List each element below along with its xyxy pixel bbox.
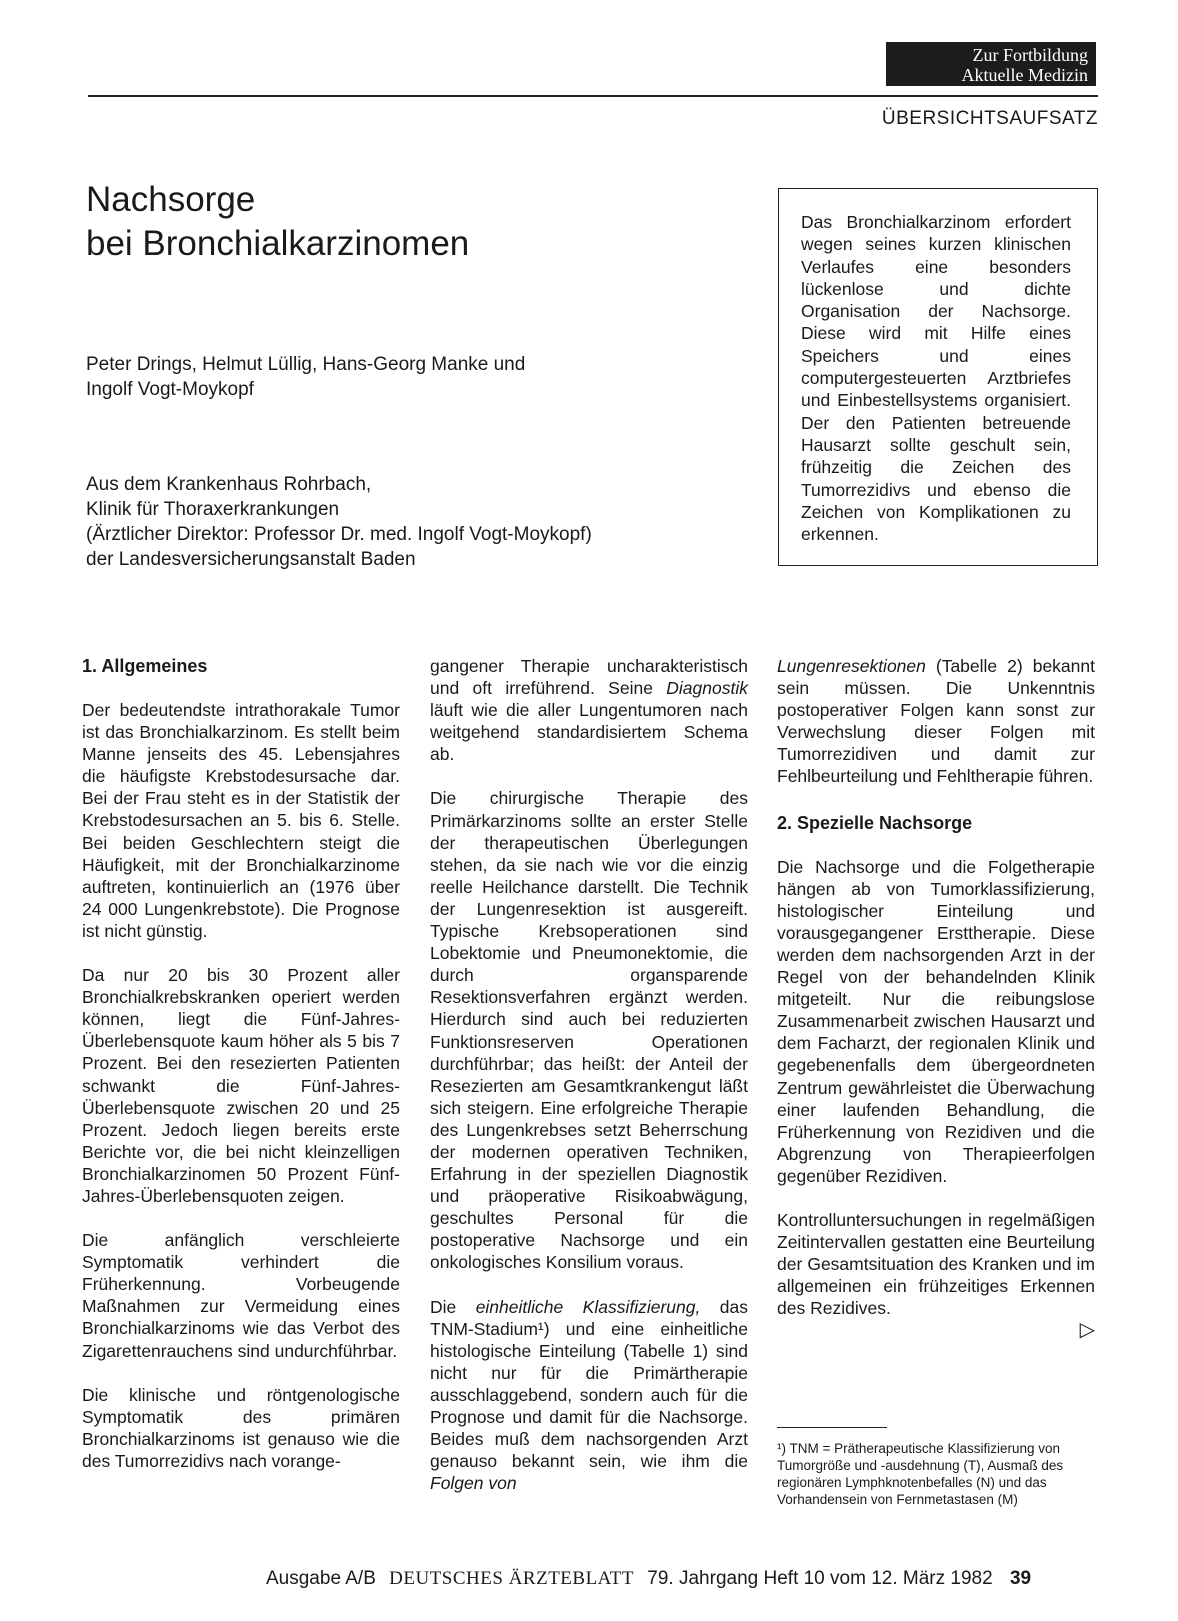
text-run: gangener Therapie uncharakteristisch und oft irreführend. Seine bbox=[430, 656, 748, 699]
footnote: ¹) TNM = Prätherapeutische Klassifizierung von Tumorgröße und -ausdehnung (T), Ausmaß des regionären Lymphknotenbefalles (N) und das Vorhandensein von Fernmetastasen (M) bbox=[777, 1441, 1064, 1507]
emphasis: Folgen von bbox=[430, 1473, 517, 1494]
abstract-box bbox=[778, 188, 1098, 566]
authors bbox=[86, 352, 686, 402]
column-1 bbox=[82, 655, 400, 1494]
emphasis: Lungenresektionen bbox=[777, 656, 926, 676]
paragraph: Die klinische und röntgenologische Symptomatik des primären Bronchialkarzinoms ist genauso wie die des Tumorrezidivs nach vorange- bbox=[82, 1384, 400, 1471]
text-run: das TNM-Stadium¹) und eine einheitliche histologische Einteilung (Tabelle 1) sind nicht nur für die Primärtherapie ausschlaggebend, sondern auch für die Prognose und damit für die Nachsorge. Beides muß dem nachsorgenden Arzt genauso bekannt sein, wie ihm die bbox=[430, 1296, 748, 1472]
paragraph: Die Nachsorge und die Folgetherapie hängen ab von Tumorklassifizierung, histologischer Einteilung und vorausgegangener Ersttherapie. Diese werden dem nachsorgenden Arzt in der Regel von der behandelnden Klinik mitgeteilt. Nur die reibungslose Zusammenarbeit zwischen Hausarzt und dem Facharzt, der regionalen Klinik und gegebenenfalls dem übergeordneten Zentrum gewährleistet die Überwachung einer laufenden Behandlung, die Früherkennung von Rezidiven und die Abgrenzung von Therapieerfolgen gegenüber Rezidiven. bbox=[777, 856, 1095, 1186]
text-run: (Tabelle 2) bekannt sein müssen. Die Unkenntnis postoperativer Folgen kann sonst zur Verwechslung dieser Folgen mit Tumorrezidiven und damit zur Fehlbeurteilung und Fehltherapie führen. bbox=[777, 656, 1095, 787]
badge-line-1: Zur Fortbildung bbox=[972, 45, 1088, 65]
page-footer bbox=[266, 1568, 1031, 1590]
section-heading-allgemeines: 1. Allgemeines bbox=[82, 656, 208, 676]
affiliation-line-1: Aus dem Krankenhaus Rohrbach, bbox=[86, 474, 372, 495]
paragraph: Die anfänglich verschleierte Symptomatik verhindert die Früherkennung. Vorbeugende Maßnahmen zur Vermeidung eines Bronchialkarzinoms wie das Verbot des Zigarettenrauchens sind undurchführbar. bbox=[82, 1230, 400, 1361]
paragraph bbox=[777, 655, 1095, 788]
column-2 bbox=[430, 655, 748, 1516]
affiliation bbox=[86, 472, 726, 572]
continue-arrow-icon: ▷ bbox=[1079, 1319, 1095, 1342]
page-number: 39 bbox=[1009, 1568, 1032, 1589]
footnote-rule bbox=[777, 1427, 887, 1428]
paragraph bbox=[430, 655, 748, 765]
affiliation-line-3: (Ärztlicher Direktor: Professor Dr. med. Ingolf Vogt-Moykopf) bbox=[86, 524, 592, 545]
authors-line-2: Ingolf Vogt-Moykopf bbox=[86, 379, 254, 400]
abstract-text: Das Bronchialkarzinom erfordert wegen seines kurzen klinischen Verlaufes eine besonders lückenlose und dichte Organisation der Nachsorge. Diese wird mit Hilfe eines Speichers und eines computergesteuerten Arztbriefes und Einbestellsystems organisiert. Der den Patienten betreuende Hausarzt sollte geschult sein, frühzeitig die Zeichen des Tumorrezidivs und ebenso die Zeichen von Komplikationen zu erkennen. bbox=[801, 212, 1071, 545]
text-run: Die bbox=[430, 1296, 476, 1317]
paragraph: Da nur 20 bis 30 Prozent aller Bronchialkrebskranken operiert werden können, liegt die Fünf-Jahres-Überlebensquote kaum höher als 5 bis 7 Prozent. Bei den resezierten Patienten schwankt die Fünf-Jahres-Überlebensquote zwischen 20 und 25 Prozent. Jedoch liegen bereits erste Berichte vor, die bei nicht kleinzelligen Bronchialkarzinomen 50 Prozent Fünf-Jahres-Überlebensquoten zeigen. bbox=[82, 965, 400, 1206]
paragraph: Der bedeutendste intrathorakale Tumor ist das Bronchialkarzinom. Es stellt beim Manne jenseits des 45. Lebensjahres die häufigste Krebstodesursache dar. Bei der Frau steht es in der Statistik der Krebstodesursachen an 5. bis 6. Stelle. Bei beiden Geschlechtern steigt die Häufigkeit, mit der Bronchialkarzinome auftreten, kontinuierlich an (1976 über 24 000 Lungenkrebstote). Die Prognose ist nicht günstig. bbox=[82, 700, 400, 941]
authors-line-1: Peter Drings, Helmut Lüllig, Hans-Georg Manke und bbox=[86, 354, 526, 375]
column-3 bbox=[777, 655, 1095, 1342]
footer-magazine: DEUTSCHES ÄRZTEBLATT bbox=[389, 1568, 635, 1589]
text-run: Kontrolluntersuchungen in regelmäßigen Zeitintervallen gestatten eine Beurteilung der Gesamtsituation des Kranken und im allgemeinen ein frühzeitiges Erkennen des Rezidives. bbox=[777, 1209, 1095, 1319]
affiliation-line-2: Klinik für Thoraxerkrankungen bbox=[86, 499, 340, 520]
affiliation-line-4: der Landesversicherungsanstalt Baden bbox=[86, 549, 416, 570]
footer-issue: 79. Jahrgang Heft 10 vom 12. März 1982 bbox=[647, 1568, 993, 1589]
paragraph bbox=[777, 1209, 1095, 1319]
emphasis: Diagnostik bbox=[666, 678, 748, 699]
title-line-2: bei Bronchialkarzinomen bbox=[86, 224, 470, 263]
article-type: ÜBERSICHTSAUFSATZ bbox=[881, 108, 1098, 129]
section-badge bbox=[886, 42, 1096, 86]
text-run: läuft wie die aller Lungentumoren nach weitgehend standardisiertem Schema ab. bbox=[430, 700, 748, 765]
paragraph: Die chirurgische Therapie des Primärkarzinoms sollte an erster Stelle der therapeutischen Überlegungen stehen, da sie nach wie vor die einzig reelle Heilchance darstellt. Die Technik der Lungenresektion ist ausgereift. Typische Krebsoperationen sind Lobektomie und Pneumonektomie, die durch organsparende Resektionsverfahren ergänzt werden. Hierdurch sind auch bei reduzierten Funktionsreserven Operationen durchführbar; das heißt: der Anteil der Resezierten am Gesamtkrankengut läßt sich steigern. Eine erfolgreiche Therapie des Lungenkrebses setzt Beherrschung der modernen operativen Techniken, Erfahrung in der speziellen Diagnostik und präoperative Risikoabwägung, geschultes Personal für die postoperative Nachsorge und ein onkologisches Konsilium voraus. bbox=[430, 788, 748, 1273]
emphasis: einheitliche Klassifizierung, bbox=[475, 1296, 701, 1317]
footer-edition: Ausgabe A/B bbox=[266, 1568, 376, 1589]
header-rule bbox=[88, 95, 1098, 97]
article-title bbox=[86, 178, 469, 266]
title-line-1: Nachsorge bbox=[86, 180, 256, 219]
section-heading-spezielle-nachsorge: 2. Spezielle Nachsorge bbox=[777, 812, 973, 833]
paragraph bbox=[430, 1296, 748, 1495]
badge-line-2: Aktuelle Medizin bbox=[961, 65, 1088, 85]
